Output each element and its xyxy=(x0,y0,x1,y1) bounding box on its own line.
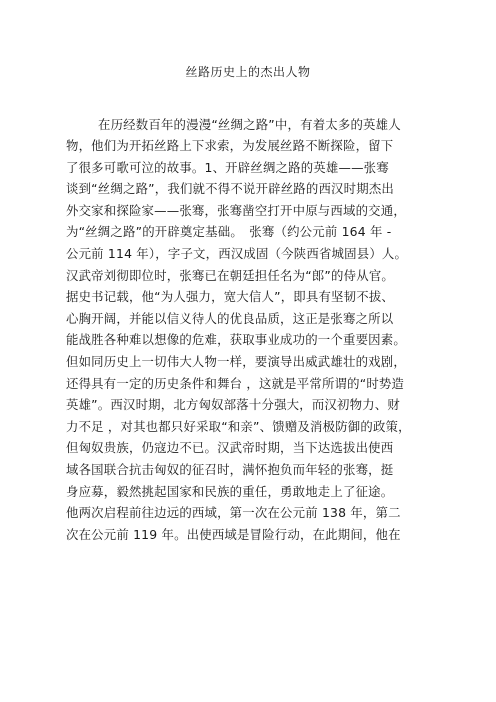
body-line: 心胸开阔，并能以信义待人的优良品质，这正是张骞之所以 xyxy=(66,311,394,326)
body-line: 还得具有一定的历史条件和舞台 ，这就是平常所谓的“时势造 xyxy=(66,376,405,391)
body-line: 物，他们为开拓丝路上下求索，为发展丝路不断探险，留下 xyxy=(66,138,394,153)
body-line: 据史书记载，他“为人强力，宽大信人”，即具有坚韧不拔、 xyxy=(66,289,395,304)
document-title: 丝路历史上的杰出人物 xyxy=(185,65,311,79)
body-line: 汉武帝刘彻即位时，张骞已在朝廷担任名为“郎”的侍从官。 xyxy=(66,268,395,283)
body-line: 但如同历史上一切伟大人物一样，要演导出威武雄壮的戏剧， xyxy=(66,354,406,369)
body-line: 了很多可歌可泣的故事。1、开辟丝绸之路的英雄——张骞 xyxy=(66,160,389,175)
body-line: 为“丝绸之路”的开辟奠定基础。 张骞（约公元前 164 年 - xyxy=(66,224,392,239)
body-line: 身应募，毅然挑起国家和民族的重任，勇敢地走上了征途。 xyxy=(66,484,394,499)
body-line: 外交家和探险家——张骞，张骞凿空打开中原与西域的交通， xyxy=(66,203,406,218)
body-line: 域各国联合抗击匈奴的征召时，满怀抱负而年轻的张骞，挺 xyxy=(66,462,394,477)
body-line: 能战胜各种难以想像的危难，获取事业成功的一个重要因素。 xyxy=(66,332,406,347)
body-line: 但匈奴贵族，仍寇边不已。汉武帝时期，当下达选拔出使西 xyxy=(66,440,394,455)
body-line: 在历经数百年的漫漫“丝绸之路”中，有着太多的英雄人 xyxy=(98,117,401,132)
body-line: 次在公元前 119 年。出使西域是冒险行动，在此期间，他在 xyxy=(66,527,401,542)
body-line: 他两次启程前往边远的西域，第一次在公元前 138 年，第二 xyxy=(66,505,401,520)
body-line: 谈到“丝绸之路”，我们就不得不说开辟丝路的西汉时期杰出 xyxy=(66,181,395,196)
body-line: 公元前 114 年），字子文，西汉成固（今陕西省城固县）人。 xyxy=(66,246,408,261)
body-line: 力不足 ，对其也都只好采取“和亲”、馈赠及消极防御的政策， xyxy=(66,419,411,434)
body-line: 英雄”。西汉时期，北方匈奴部落十分强大，而汉初物力、财 xyxy=(66,397,400,412)
